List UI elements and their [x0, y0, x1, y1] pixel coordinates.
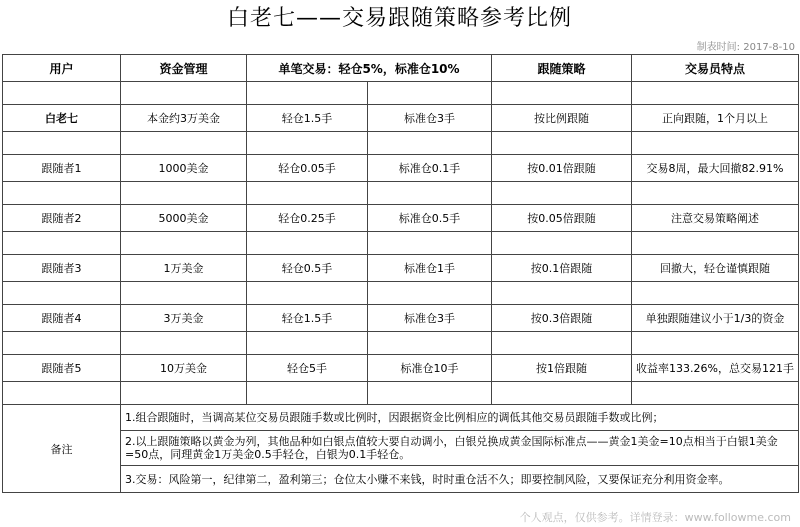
cell-user: 跟随者5 [3, 355, 121, 382]
table-row [3, 205, 799, 232]
cell-standard: 标准仓10手 [368, 355, 492, 382]
table-row [3, 305, 799, 332]
spacer-row [3, 332, 799, 355]
cell-light: 轻仓5手 [247, 355, 368, 382]
cell-user: 跟随者2 [3, 205, 121, 232]
timestamp: 制表时间: 2017-8-10 [696, 42, 795, 53]
remark-item: 1.组合跟随时，当调高某位交易员跟随手数或比例时，因跟据资金比例相应的调低其他交易员跟随手数或比例； [121, 405, 799, 431]
header-trader: 交易员特点 [632, 55, 799, 82]
remark-item: 3.交易：风险第一，纪律第二，盈利第三；仓位太小赚不来钱，时时重仓活不久；即要控制风险，又要保证充分利用资金率。 [121, 466, 799, 493]
table-header-row [3, 55, 799, 82]
spacer-row [3, 282, 799, 305]
cell-light: 轻仓0.25手 [247, 205, 368, 232]
table-row [3, 105, 799, 132]
cell-strategy: 按0.01倍跟随 [492, 155, 632, 182]
cell-standard: 标准仓0.5手 [368, 205, 492, 232]
table-row [3, 255, 799, 282]
cell-strategy: 按0.05倍跟随 [492, 205, 632, 232]
header-position: 单笔交易：轻仓5%，标准仓10% [247, 55, 492, 82]
cell-light: 轻仓1.5手 [247, 305, 368, 332]
cell-user: 跟随者4 [3, 305, 121, 332]
remarks-row [3, 405, 799, 431]
spacer-row [3, 382, 799, 405]
cell-note: 注意交易策略阐述 [632, 205, 799, 232]
cell-standard: 标准仓3手 [368, 305, 492, 332]
spacer-row [3, 232, 799, 255]
cell-standard: 标准仓0.1手 [368, 155, 492, 182]
spacer-row [3, 132, 799, 155]
footer-watermark: 个人观点，仅供参考。详情登录：www.followme.com [519, 511, 791, 524]
table-row [3, 155, 799, 182]
strategy-table [2, 54, 799, 493]
spacer-row [3, 182, 799, 205]
remarks-row [3, 466, 799, 493]
cell-standard: 标准仓1手 [368, 255, 492, 282]
cell-user: 跟随者3 [3, 255, 121, 282]
remarks-label: 备注 [3, 405, 121, 493]
cell-capital: 10万美金 [121, 355, 247, 382]
cell-note: 收益率133.26%，总交易121手 [632, 355, 799, 382]
spacer-row [3, 82, 799, 105]
cell-strategy: 按0.3倍跟随 [492, 305, 632, 332]
cell-light: 轻仓0.5手 [247, 255, 368, 282]
cell-note: 回撤大，轻仓谨慎跟随 [632, 255, 799, 282]
cell-strategy: 按比例跟随 [492, 105, 632, 132]
table-row [3, 355, 799, 382]
cell-capital: 3万美金 [121, 305, 247, 332]
header-user: 用户 [3, 55, 121, 82]
header-capital: 资金管理 [121, 55, 247, 82]
cell-strategy: 按0.1倍跟随 [492, 255, 632, 282]
cell-note: 交易8周，最大回撤82.91% [632, 155, 799, 182]
header-strategy: 跟随策略 [492, 55, 632, 82]
cell-user: 跟随者1 [3, 155, 121, 182]
cell-capital: 5000美金 [121, 205, 247, 232]
remarks-row [3, 431, 799, 466]
cell-light: 轻仓1.5手 [247, 105, 368, 132]
cell-standard: 标准仓3手 [368, 105, 492, 132]
cell-capital: 本金约3万美金 [121, 105, 247, 132]
remark-item: 2.以上跟随策略以黄金为列，其他品种如白银点值较大要自动调小，白银兑换成黄金国际标准点——黄金1美金=10点相当于白银1美金=50点，同理黄金1万美金0.5手轻仓，白银为0.1手轻仓。 [121, 431, 799, 466]
cell-note: 正向跟随，1个月以上 [632, 105, 799, 132]
cell-capital: 1000美金 [121, 155, 247, 182]
cell-note: 单独跟随建议小于1/3的资金 [632, 305, 799, 332]
cell-capital: 1万美金 [121, 255, 247, 282]
page-title: 白老七——交易跟随策略参考比例 [226, 6, 572, 31]
cell-user: 白老七 [3, 105, 121, 132]
cell-light: 轻仓0.05手 [247, 155, 368, 182]
cell-strategy: 按1倍跟随 [492, 355, 632, 382]
